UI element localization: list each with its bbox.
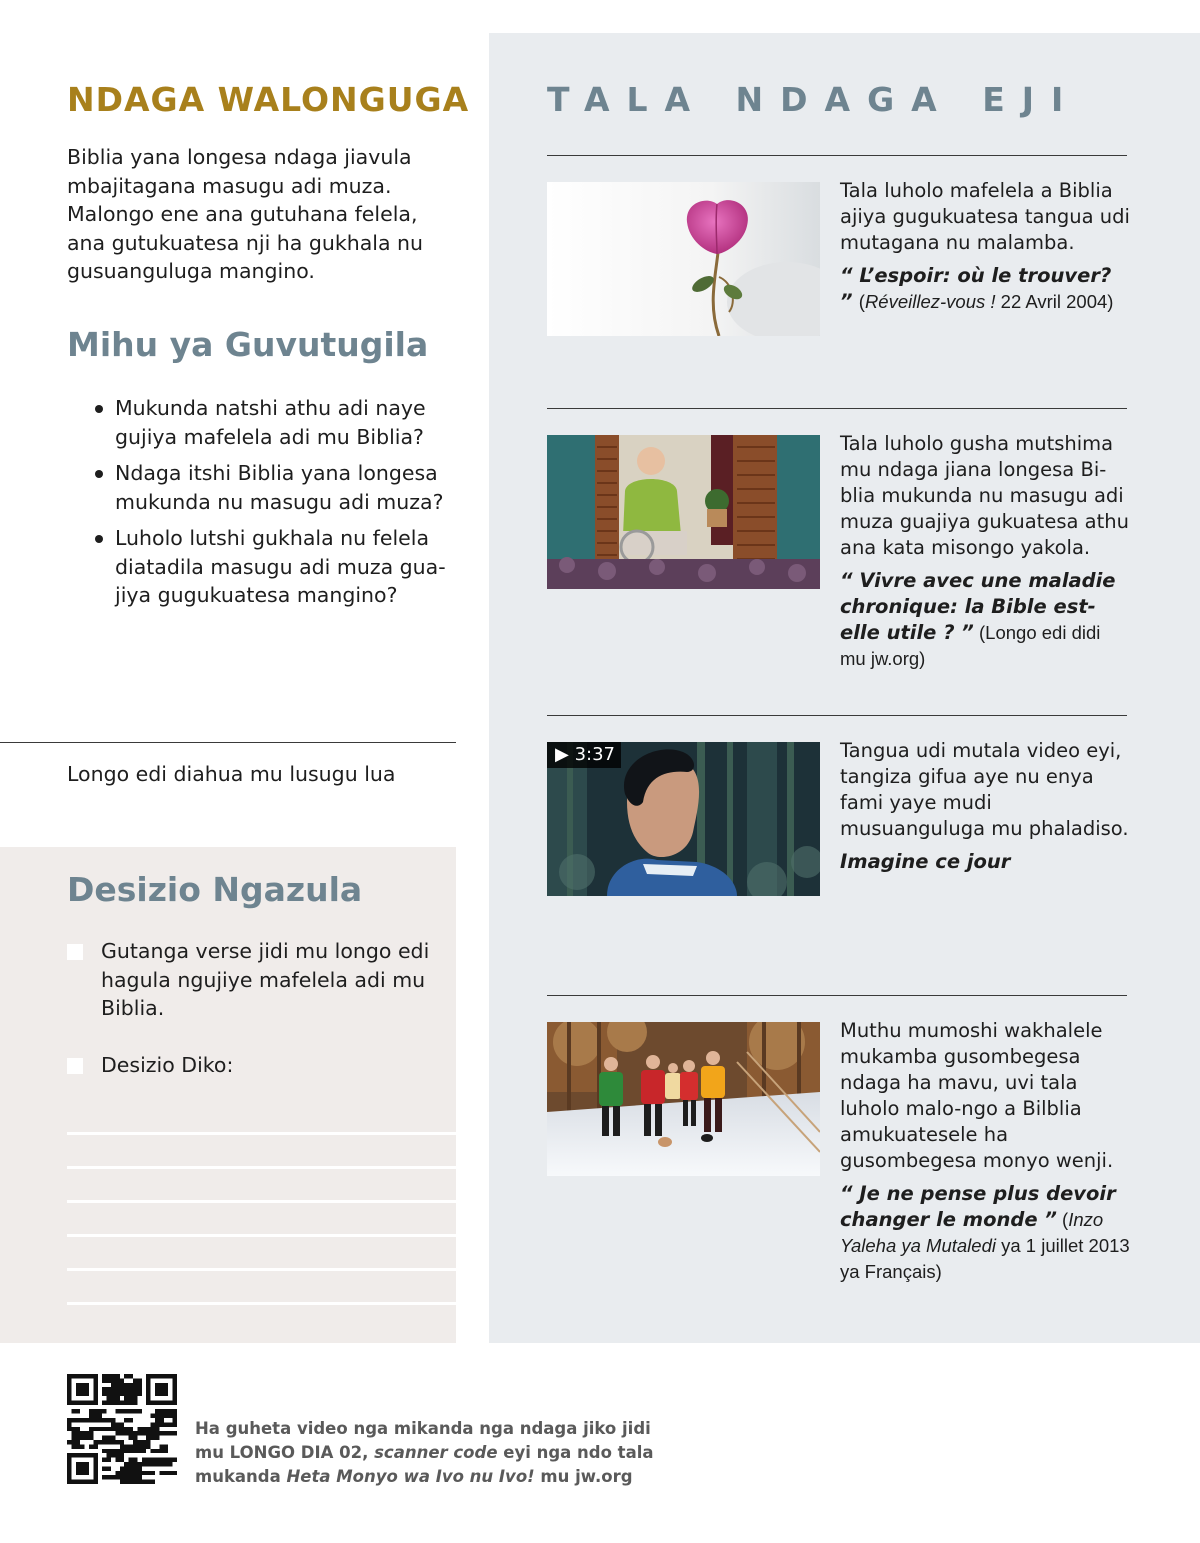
writing-line[interactable]	[67, 1268, 456, 1271]
card-description: Muthu mumoshi wakhalele mukamba gusombegesa ndaga ha mavu, uvi tala luholo malo-ngo a Bilblia amukuatesele ha gusombegesa monyo wenji.	[840, 1019, 1114, 1172]
lesson-title: NDAGA WALONGUGA	[67, 80, 470, 119]
divider	[547, 995, 1127, 996]
writing-line[interactable]	[67, 1234, 456, 1237]
checkbox[interactable]	[67, 1058, 83, 1074]
divider	[547, 408, 1127, 409]
list-item: Mukunda natshi athu adi naye gujiya mafelela adi mu Biblia?	[92, 394, 452, 451]
reference-source: (Longo edi didi mu jw.org)	[840, 622, 1101, 669]
question-list	[92, 394, 452, 618]
checkbox[interactable]	[67, 944, 83, 960]
divider	[0, 742, 456, 743]
reference-source-italic: Réveillez-vous !	[864, 291, 996, 312]
wheelchair-image[interactable]	[547, 435, 820, 589]
card-reference[interactable]	[840, 1181, 1130, 1285]
writing-line[interactable]	[67, 1166, 456, 1169]
footer-italic: Heta Monyo wa Ivo nu Ivo!	[286, 1467, 535, 1486]
list-item: Ndaga itshi Biblia yana longesa mukunda nu masugu adi muza?	[92, 459, 452, 516]
footer-note	[195, 1417, 665, 1489]
video-thumbnail[interactable]	[547, 742, 820, 896]
reference-title[interactable]: “ Je ne pense plus devoir changer le monde ”	[840, 1182, 1116, 1231]
reference-title[interactable]: “ Vivre avec une maladie chronique: la Bible est-elle utile ? ”	[840, 569, 1116, 644]
decision-label: Gutanga verse jidi mu longo edi hagula ngujiye mafelela adi mu Biblia.	[101, 939, 430, 1020]
related-card-text	[840, 738, 1130, 875]
writing-line[interactable]	[67, 1132, 456, 1135]
flower-image[interactable]	[547, 182, 820, 336]
decision-heading: Desizio Ngazula	[67, 870, 363, 909]
card-reference[interactable]	[840, 568, 1130, 672]
card-reference[interactable]	[840, 263, 1130, 315]
related-card-text	[840, 1018, 1130, 1285]
reference-title[interactable]: Imagine ce jour	[840, 850, 1011, 873]
footer-italic: scanner code	[374, 1443, 498, 1462]
source-label: Longo edi diahua mu lusugu lua	[67, 762, 396, 786]
decision-label: Desizio Diko:	[101, 1053, 234, 1077]
card-description: Tala luholo mafelela a Biblia ajiya gugukuatesa tangua udi mutagana nu malamba.	[840, 179, 1130, 254]
video-duration-badge: ▶ 3:37	[547, 742, 621, 768]
video-duration: 3:37	[574, 744, 615, 765]
snow-walk-image[interactable]	[547, 1022, 820, 1176]
reference-source: ya 1 juillet 2013 ya Français)	[840, 1235, 1130, 1282]
intro-paragraph: Biblia yana longesa ndaga jiavula mbajitagana masugu adi muza. Malongo ene ana gutuhana felela, ana gutukuatesa nji ha gukhala nu gusuanguluga mangino.	[67, 145, 424, 283]
qr-code[interactable]	[67, 1374, 177, 1484]
footer-text: eyi nga ndo tala mukanda	[195, 1443, 654, 1486]
reference-source: (	[858, 291, 865, 312]
footer-text: mu jw.org	[534, 1467, 633, 1486]
card-description: Tangua udi mutala video eyi, tangiza gifua aye nu enya fami yaye mudi musuanguluga mu phaladiso.	[840, 739, 1129, 840]
related-heading: TALA NDAGA EJI	[547, 80, 1081, 119]
divider	[547, 155, 1127, 156]
reference-source: 22 Avril 2004)	[995, 291, 1114, 312]
card-reference[interactable]	[840, 849, 1130, 875]
related-card-text	[840, 431, 1130, 672]
reference-title[interactable]: “ L’espoir: où le trouver? ”	[840, 264, 1112, 313]
questions-heading: Mihu ya Guvutugila	[67, 325, 429, 364]
writing-line[interactable]	[67, 1302, 456, 1305]
footer-text: Ha guheta video nga mikanda nga ndaga jiko jidi mu LONGO DIA 02,	[195, 1419, 651, 1462]
reference-source-italic: Inzo Yaleha ya Mutaledi	[840, 1209, 1104, 1256]
reference-source: (	[1056, 1209, 1069, 1230]
writing-line[interactable]	[67, 1200, 456, 1203]
related-card-text	[840, 178, 1130, 315]
list-item: Luholo lutshi gukhala nu felela diatadila masugu adi muza gua-jiya gugukuatesa mangino?	[92, 524, 452, 610]
decision-checkbox-row[interactable]	[67, 937, 437, 1023]
decision-checkbox-row[interactable]	[67, 1051, 437, 1080]
divider	[547, 715, 1127, 716]
card-description: Tala luholo gusha mutshima mu ndaga jiana longesa Bi-blia mukunda nu masugu adi muza guajiya gukuatesa athu ana kata misongo yakola.	[840, 432, 1129, 559]
